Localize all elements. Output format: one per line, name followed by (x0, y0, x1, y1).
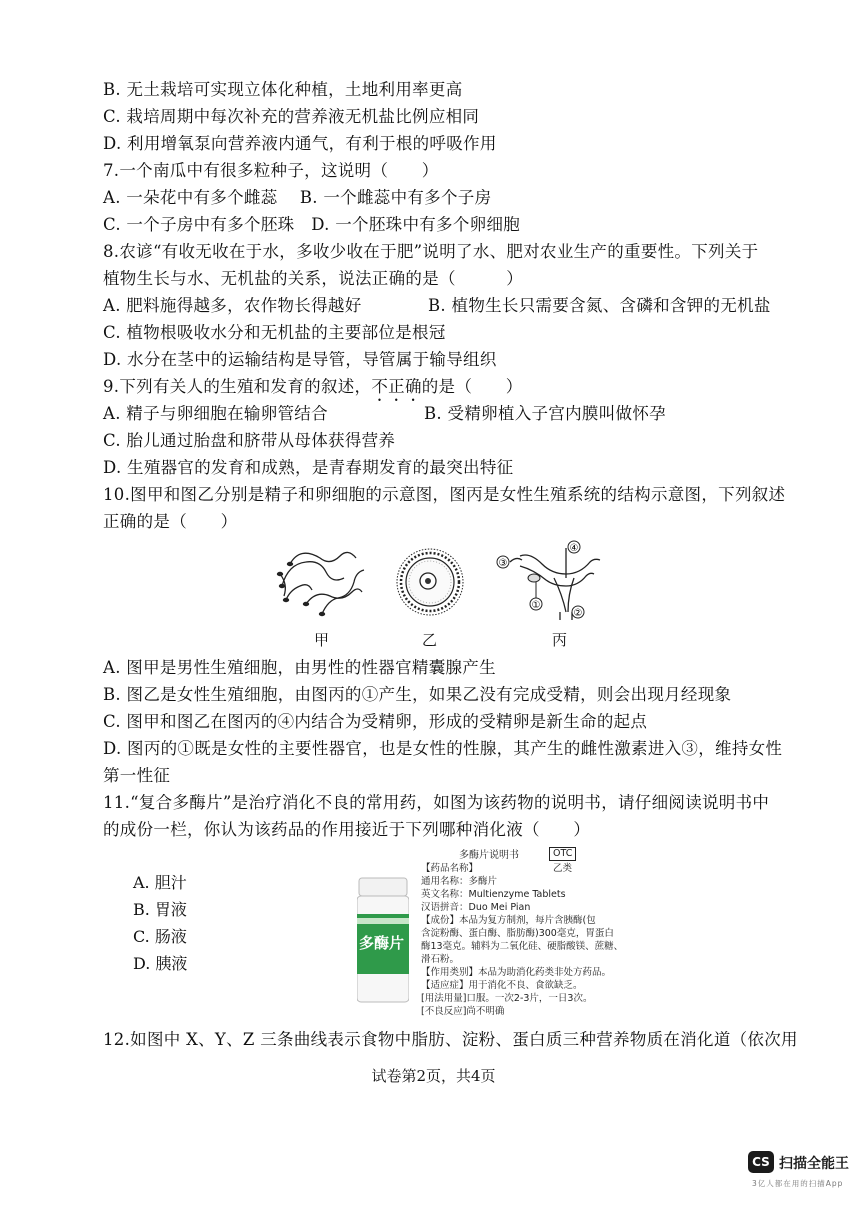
medicine-bottle (357, 876, 409, 1004)
question-8-option-a: A. 肥料施得越多，农作物长得越好 (103, 296, 362, 315)
figure-label-jia: 甲 (314, 631, 330, 649)
insert-row: 滑石粉。 (421, 954, 460, 965)
insert-row: 【成份】本品为复方制剂，每片含胰酶(包 (421, 915, 596, 926)
figure-label-yi: 乙 (422, 631, 438, 649)
question-11-option-c: C. 肠液 (133, 927, 187, 946)
scanner-watermark (748, 1150, 853, 1198)
question-9-option-d: D. 生殖器官的发育和成熟，是青春期发育的最突出特征 (103, 458, 514, 477)
question-7-options-ab: A. 一朵花中有多个雌蕊 B. 一个雌蕊中有多个子房 (103, 188, 492, 207)
mark-1: ① (531, 600, 541, 611)
question-8-option-b: B. 植物生长只需要含氮、含磷和含钾的无机盐 (428, 296, 771, 315)
question-11-option-d: D. 胰液 (133, 954, 188, 973)
question-7: 7.一个南瓜中有很多粒种子，这说明（ ） (103, 161, 439, 180)
question-7-options-cd: C. 一个子房中有多个胚珠 D. 一个胚珠中有多个卵细胞 (103, 215, 521, 234)
insert-row: 酶13毫克。辅料为二氧化硅、硬脂酸镁、蔗糖、 (421, 941, 624, 952)
question-10-line2: 正确的是（ ） (103, 512, 238, 531)
insert-row: 【药品名称】 (421, 863, 479, 874)
insert-row: 【作用类别】本品为助消化药类非处方药品。 (421, 967, 612, 978)
question-10-option-d-line2: 第一性征 (103, 766, 171, 785)
mark-4: ④ (569, 543, 579, 554)
question-8-line1: 8.农谚“有收无收在于水，多收少收在于肥”说明了水、肥对农业生产的重要性。下列关于 (103, 242, 759, 261)
insert-row: [不良反应]尚不明确 (421, 1006, 505, 1017)
option-c-nutrient: C. 栽培周期中每次补充的营养液无机盐比例应相同 (103, 107, 480, 126)
question-12: 12.如图中 X、Y、Z 三条曲线表示食物中脂肪、淀粉、蛋白质三种营养物质在消化道（依次用 (103, 1030, 798, 1049)
insert-category: 乙类 (553, 863, 573, 874)
question-9-emphasis: 不正确 (371, 377, 422, 396)
question-8-option-d: D. 水分在茎中的运输结构是导管，导管属于输导组织 (103, 350, 497, 369)
mark-2: ② (573, 608, 583, 619)
egg-cell-figure (394, 546, 466, 618)
insert-row: 英文名称：Multienzyme Tablets (421, 889, 566, 900)
option-d-oxygen: D. 利用增氧泵向营养液内通气，有利于根的呼吸作用 (103, 134, 497, 153)
question-9-option-a: A. 精子与卵细胞在输卵管结合 (103, 404, 328, 423)
question-10-option-d-line1: D. 图丙的①既是女性的主要性器官，也是女性的性腺，其产生的雌性激素进入③，维持女性 (103, 739, 783, 758)
question-10-option-c: C. 图甲和图乙在图丙的④内结合为受精卵，形成的受精卵是新生命的起点 (103, 712, 648, 731)
medicine-insert (421, 847, 641, 1017)
insert-title: 多酶片说明书 (459, 850, 519, 861)
female-reproductive-figure (494, 538, 604, 622)
question-9-suffix: 的是（ ） (421, 377, 523, 396)
insert-row: 通用名称：多酶片 (421, 876, 498, 887)
question-9 (103, 377, 523, 405)
mark-3: ③ (498, 558, 508, 569)
question-8-option-c: C. 植物根吸收水分和无机盐的主要部位是根冠 (103, 323, 446, 342)
question-9-option-b: B. 受精卵植入子宫内膜叫做怀孕 (424, 404, 666, 423)
question-9-option-c: C. 胎儿通过胎盘和脐带从母体获得营养 (103, 431, 396, 450)
question-8-line2: 植物生长与水、无机盐的关系，说法正确的是（ ） (103, 269, 523, 288)
watermark-subtitle: 3亿人都在用的扫描App (752, 1179, 844, 1188)
question-10-option-a: A. 图甲是男性生殖细胞，由男性的性器官精囊腺产生 (103, 658, 496, 677)
figure-label-bing: 丙 (552, 631, 568, 649)
insert-row: 汉语拼音：Duo Mei Pian (421, 902, 531, 913)
question-10-line1: 10.图甲和图乙分别是精子和卵细胞的示意图，图丙是女性生殖系统的结构示意图，下列叙述 (103, 485, 786, 504)
question-11-option-a: A. 胆汁 (133, 873, 187, 892)
cs-logo-icon: CS (748, 1151, 774, 1173)
insert-row: 含淀粉酶、蛋白酶、脂肪酶)300毫克，胃蛋白 (421, 928, 614, 939)
question-10-option-b: B. 图乙是女性生殖细胞，由图丙的①产生，如果乙没有完成受精，则会出现月经现象 (103, 685, 732, 704)
page-footer: 试卷第2页，共4页 (371, 1067, 496, 1085)
option-b-soilless: B. 无土栽培可实现立体化种植，土地利用率更高 (103, 80, 463, 99)
sperm-figure (276, 544, 368, 620)
insert-row: [用法用量]口服。一次2-3片，一日3次。 (421, 993, 593, 1004)
otc-badge: OTC (549, 847, 576, 861)
question-11-line1: 11.“复合多酶片”是治疗消化不良的常用药，如图为该药物的说明书，请仔细阅读说明书中 (103, 793, 770, 812)
question-9-prefix: 9.下列有关人的生殖和发育的叙述， (103, 377, 372, 396)
watermark-name: 扫描全能王 (779, 1156, 849, 1172)
bottle-label: 多酶片 (359, 934, 405, 952)
question-11-option-b: B. 胃液 (133, 900, 187, 919)
question-11-line2: 的成份一栏，你认为该药品的作用接近于下列哪种消化液（ ） (103, 820, 591, 839)
insert-row: 【适应症】用于消化不良、食欲缺乏。 (421, 980, 583, 991)
